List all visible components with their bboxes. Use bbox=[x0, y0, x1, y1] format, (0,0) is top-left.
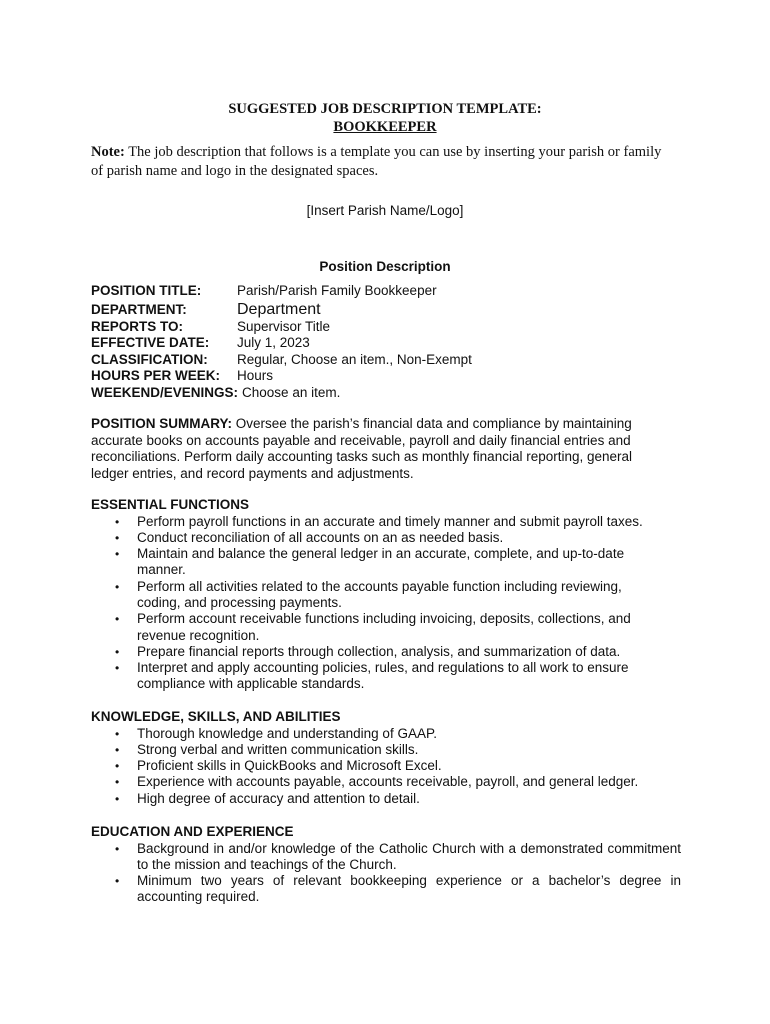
essential-functions-section bbox=[91, 497, 691, 693]
list-item: • Proficient skills in QuickBooks and Microsoft Excel. bbox=[115, 758, 442, 774]
field-value: Parish/Parish Family Bookkeeper bbox=[237, 283, 437, 298]
document-title-block bbox=[0, 100, 770, 136]
bullet-icon: • bbox=[115, 530, 120, 545]
list-item: • Interpret and apply accounting policies, rules, and regulations to all work to ensure compliance with applicable standards. bbox=[115, 660, 629, 692]
list-item: • Perform payroll functions in an accurate and timely manner and submit payroll taxes. bbox=[115, 513, 643, 529]
field-value: Supervisor Title bbox=[237, 318, 331, 334]
section-heading: KNOWLEDGE, SKILLS, AND ABILITIES bbox=[91, 709, 341, 724]
education-experience-section bbox=[91, 824, 691, 906]
field-value: July 1, 2023 bbox=[237, 335, 310, 350]
parish-logo-placeholder: [Insert Parish Name/Logo] bbox=[306, 203, 464, 218]
field-label: EFFECTIVE DATE: bbox=[91, 335, 210, 350]
bullet-icon: • bbox=[115, 547, 120, 562]
field-reports-to bbox=[91, 319, 691, 336]
list-item: • Maintain and balance the general ledger in an accurate, complete, and up-to-date manner. bbox=[115, 546, 625, 578]
field-position-title bbox=[91, 283, 691, 300]
list-item: • Strong verbal and written communication skills. bbox=[115, 741, 419, 757]
bullet-icon: • bbox=[115, 612, 120, 627]
field-label: DEPARTMENT: bbox=[91, 301, 187, 317]
bullet-icon: • bbox=[115, 644, 120, 659]
list-item: • Conduct reconciliation of all accounts on an as needed basis. bbox=[115, 529, 504, 545]
section-heading: ESSENTIAL FUNCTIONS bbox=[91, 497, 250, 512]
summary-label: POSITION SUMMARY: bbox=[91, 416, 232, 431]
note-text: The job description that follows is a template you can use by inserting your parish or family of parish name and logo in the designated spaces. bbox=[91, 144, 662, 179]
bullet-icon: • bbox=[115, 874, 120, 889]
document-title: SUGGESTED JOB DESCRIPTION TEMPLATE: bbox=[228, 101, 542, 117]
field-value: Choose an item. bbox=[242, 384, 341, 400]
bullet-icon: • bbox=[115, 579, 120, 594]
field-value: Hours bbox=[237, 368, 274, 383]
knowledge-skills-section bbox=[91, 709, 691, 807]
note-label: Note: bbox=[91, 144, 125, 160]
bullet-icon: • bbox=[115, 742, 120, 757]
field-classification bbox=[91, 352, 691, 369]
document-subtitle: BOOKKEEPER bbox=[333, 119, 437, 135]
field-weekend-evenings bbox=[91, 385, 691, 402]
bullet-icon: • bbox=[115, 775, 120, 790]
ksa-list bbox=[91, 726, 691, 807]
list-item: • Perform account receivable functions including invoicing, deposits, collections, and revenue recognition. bbox=[115, 611, 631, 643]
field-label: POSITION TITLE: bbox=[91, 283, 202, 298]
field-label: REPORTS TO: bbox=[91, 318, 184, 334]
field-label: CLASSIFICATION: bbox=[91, 351, 208, 367]
bullet-icon: • bbox=[115, 791, 120, 806]
field-label: HOURS PER WEEK: bbox=[91, 368, 221, 383]
list-item: • Prepare financial reports through collection, analysis, and summarization of data. bbox=[115, 643, 621, 659]
essential-functions-list bbox=[91, 514, 691, 693]
position-fields bbox=[91, 283, 691, 401]
list-item: • Minimum two years of relevant bookkeeping experience or a bachelor’s degree in accounting required. bbox=[115, 873, 681, 905]
summary-text: Oversee the parish’s financial data and compliance by maintaining accurate books on accounts payable and receivable, payroll and daily financial entries and reconciliations. Perform daily accounting tasks such as monthly financial reporting, general ledger entries, and record payments and adjustments. bbox=[91, 416, 633, 481]
field-label: WEEKEND/EVENINGS: bbox=[91, 384, 239, 400]
list-item: • Perform all activities related to the accounts payable function including reviewing, coding, and processing payments. bbox=[115, 578, 622, 610]
bullet-icon: • bbox=[115, 841, 120, 856]
bullet-icon: • bbox=[115, 661, 120, 676]
list-item: • Thorough knowledge and understanding of GAAP. bbox=[115, 725, 437, 741]
field-hours-per-week bbox=[91, 368, 691, 385]
field-effective-date bbox=[91, 335, 691, 352]
list-item: • Experience with accounts payable, accounts receivable, payroll, and general ledger. bbox=[115, 774, 639, 790]
bullet-icon: • bbox=[115, 514, 120, 529]
template-note bbox=[91, 143, 671, 181]
field-value: Regular, Choose an item., Non-Exempt bbox=[237, 351, 472, 367]
section-heading: EDUCATION AND EXPERIENCE bbox=[91, 824, 294, 839]
field-value: Department bbox=[237, 300, 321, 318]
list-item: • Background in and/or knowledge of the Catholic Church with a demonstrated commitment to the mission and teachings of the Church. bbox=[115, 840, 681, 872]
position-description-heading: Position Description bbox=[319, 259, 451, 274]
position-summary bbox=[91, 416, 671, 482]
field-department bbox=[91, 300, 691, 319]
bullet-icon: • bbox=[115, 726, 120, 741]
education-list bbox=[91, 841, 691, 906]
bullet-icon: • bbox=[115, 759, 120, 774]
list-item: • High degree of accuracy and attention to detail. bbox=[115, 790, 420, 806]
